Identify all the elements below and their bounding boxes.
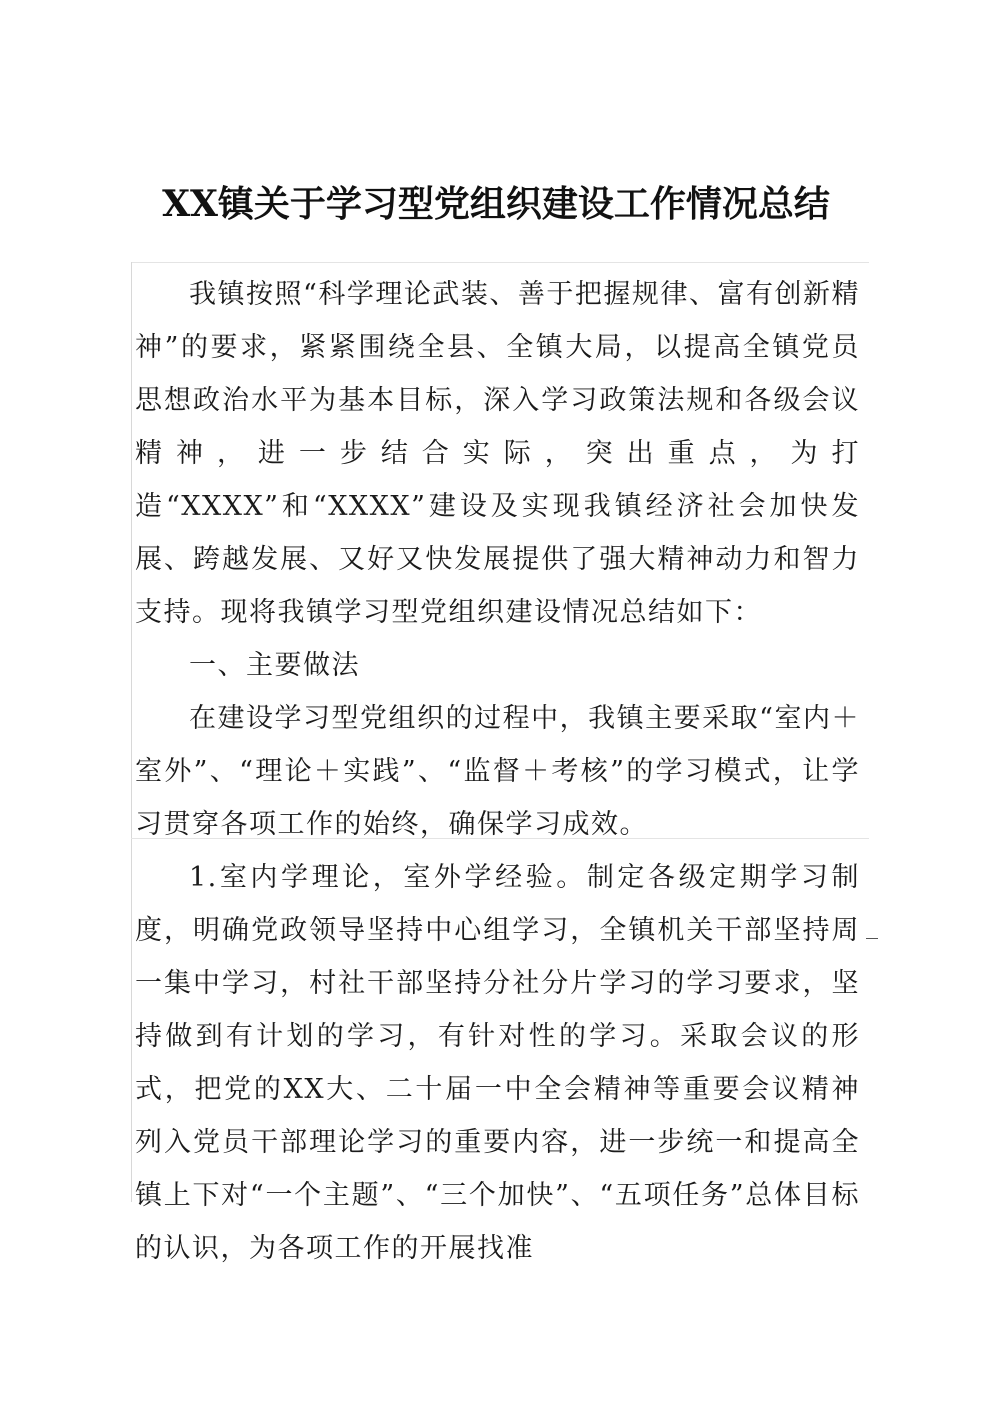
frame-border-top [131, 262, 869, 263]
paragraph-practices-overview: 在建设学习型党组织的过程中，我镇主要采取“室内＋室外”、“理论＋实践”、“监督＋考核”的学习模式，让学习贯穿各项工作的始终，确保学习成效。 [135, 703, 860, 840]
section-heading-main-practices: 一、主要做法 [189, 650, 360, 681]
document-title: XX镇关于学习型党组织建设工作情况总结 [162, 183, 830, 225]
paragraph-intro: 我镇按照“科学理论武装、善于把握规律、富有创新精神”的要求，紧紧围绕全县、全镇大局，以提高全镇党员思想政治水平为基本目标，深入学习政策法规和各级会议精神，进一步结合实际，突出重点，为打造“XXXX”和“XXXX”建设及实现我镇经济社会加快发展、跨越发展、又好又快发展提供了强大精神动力和智力支持。现将我镇学习型党组织建设情况总结如下： [135, 279, 860, 628]
paragraph-item-1: 1.室内学理论，室外学经验。制定各级定期学习制度，明确党政领导坚持中心组学习，全镇机关干部坚持周一集中学习，村社干部坚持分社分片学习的学习要求，坚持做到有计划的学习，有针对性的学习。采取会议的形式，把党的XX大、二十届一中全会精神等重要会议精神列入党员干部理论学习的重要内容，进一步统一和提高全镇上下对“一个主题”、“三个加快”、“五项任务”总体目标的认识，为各项工作的开展找准 [135, 862, 860, 1264]
frame-border-left [131, 262, 132, 1202]
document-body [135, 268, 860, 1275]
margin-mark [866, 938, 878, 939]
